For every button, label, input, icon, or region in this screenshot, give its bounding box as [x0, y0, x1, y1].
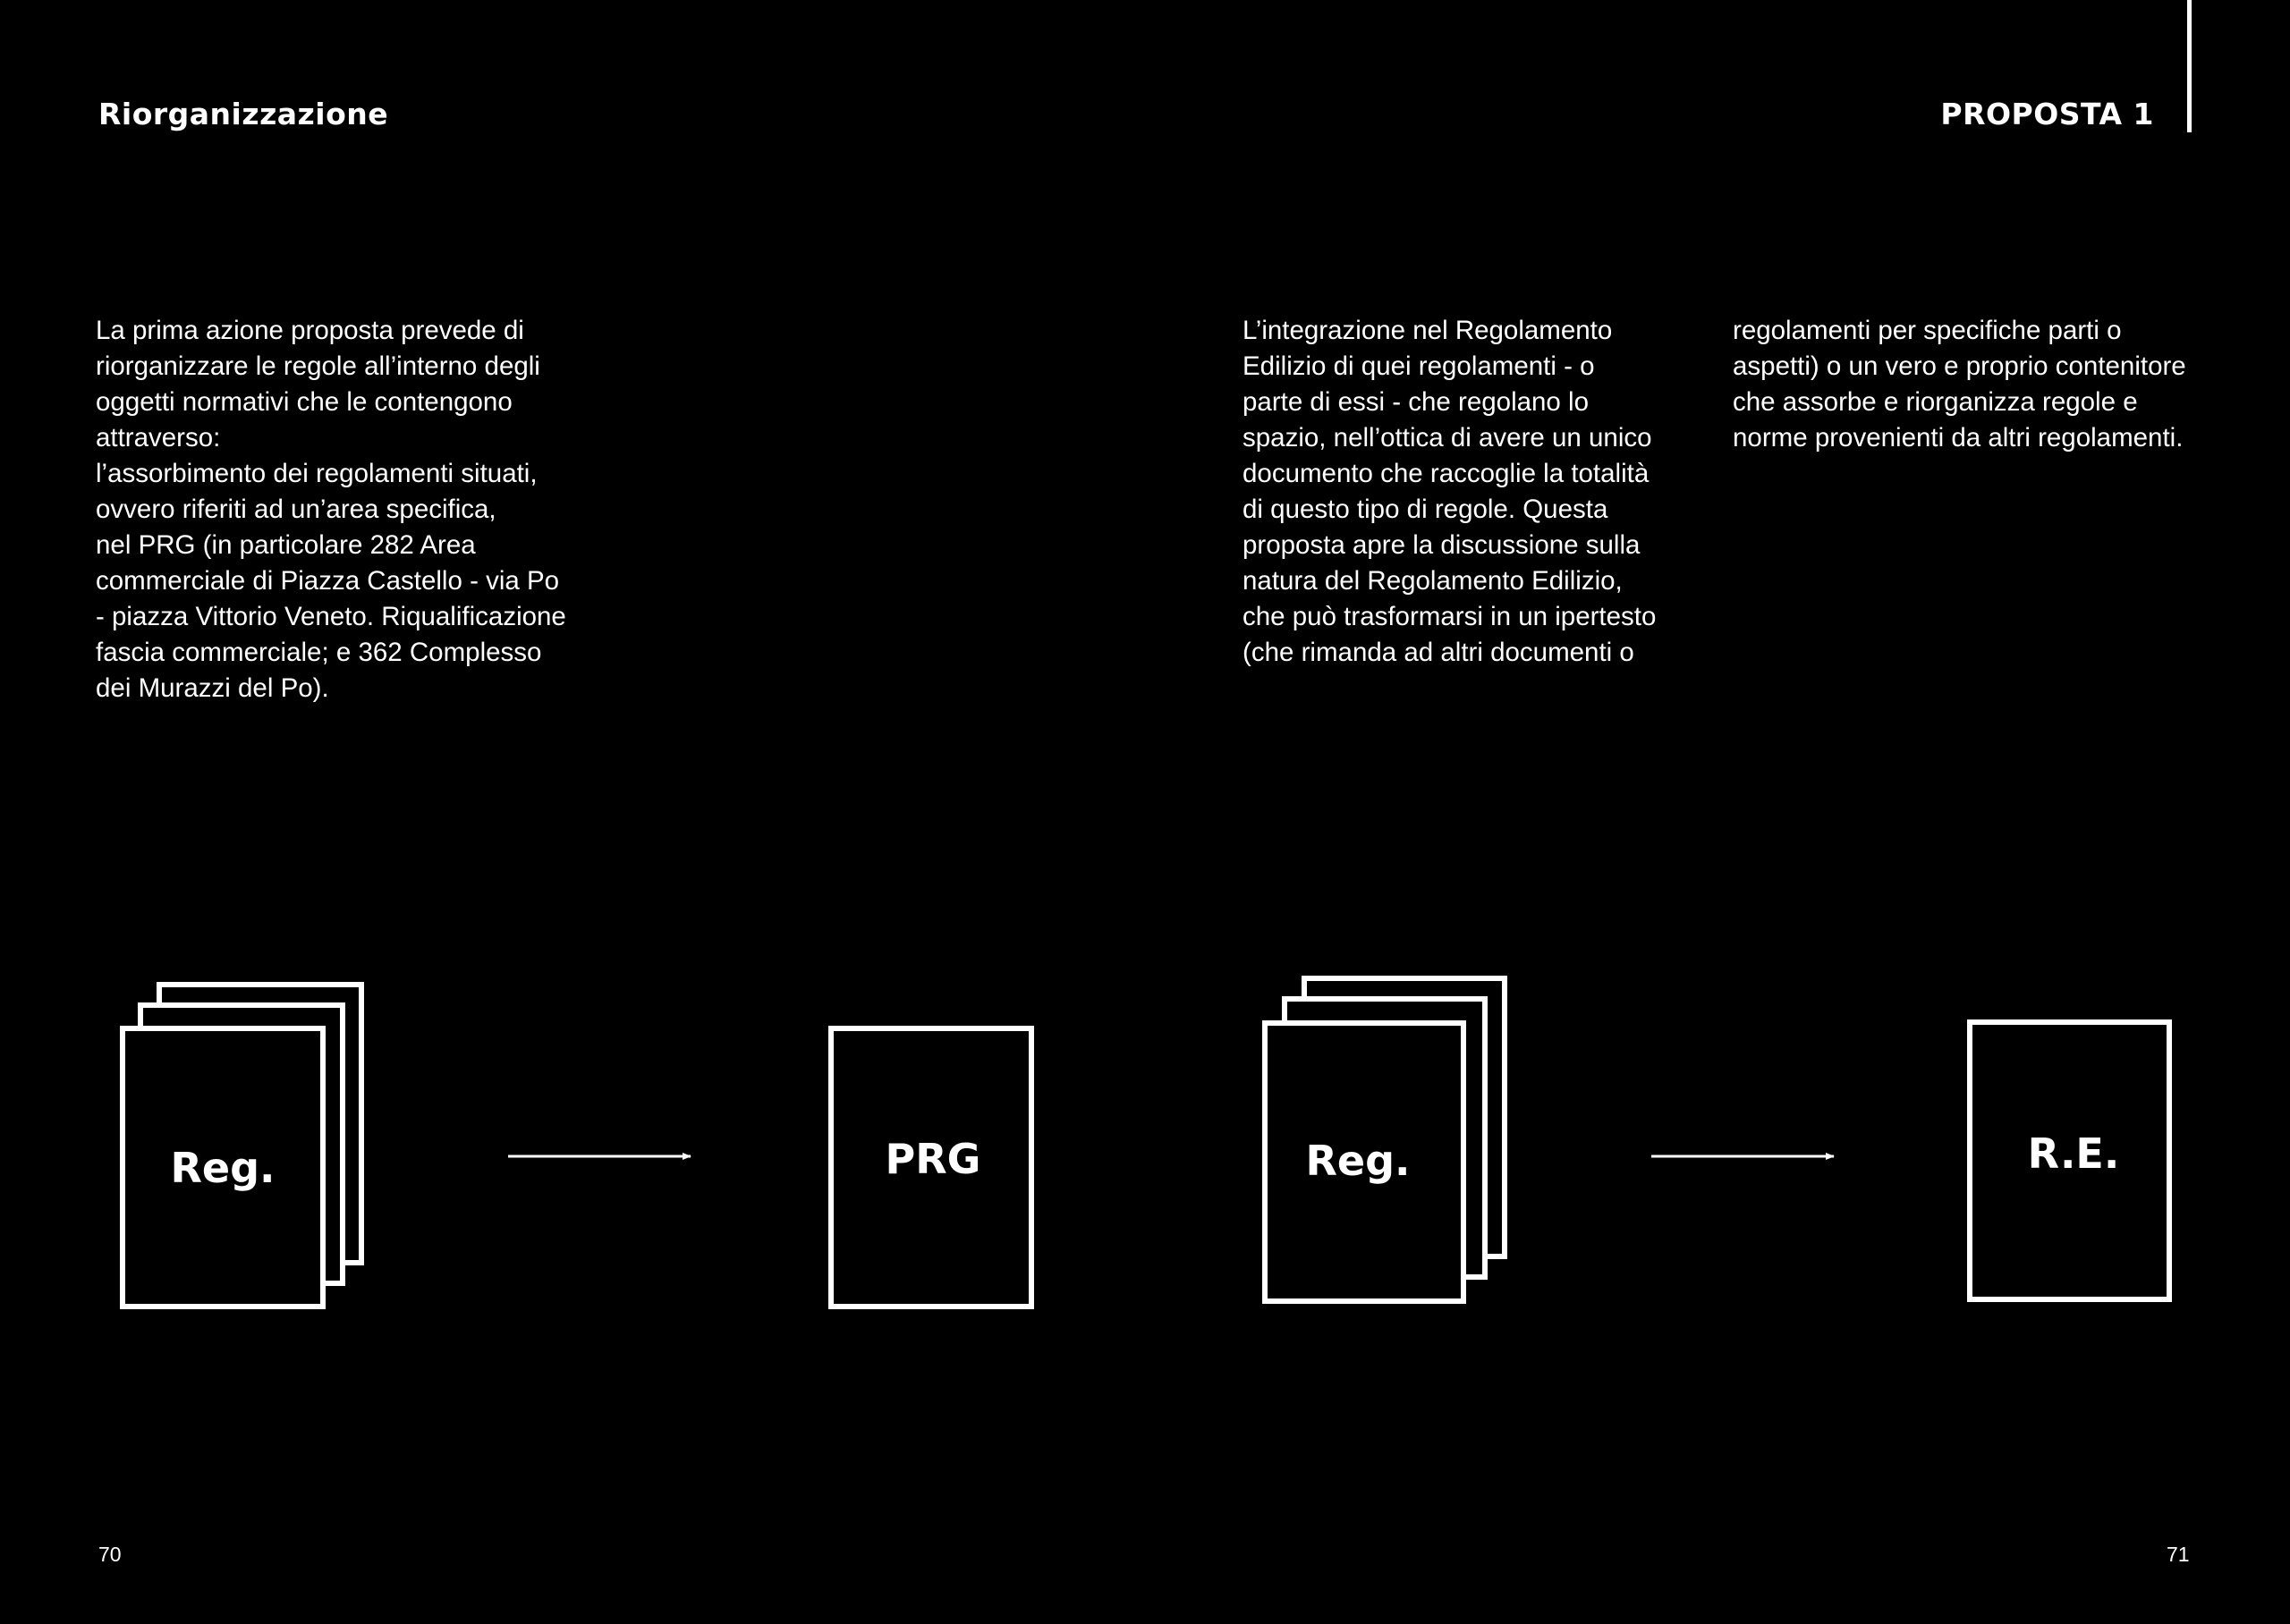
prg-document: [831, 1028, 1031, 1307]
text-line: aspetti) o un vero e proprio contenitore: [1733, 351, 2186, 381]
text-line: nel PRG (in particolare 282 Area: [96, 530, 476, 560]
proposal-label: PROPOSTA 1: [1940, 97, 2154, 131]
text-line: di questo tipo di regole. Questa: [1243, 495, 1608, 524]
text-line: proposta apre la discussione sulla: [1243, 530, 1641, 560]
regulations-label-right: Reg.: [1305, 1137, 1411, 1185]
prg-label: PRG: [885, 1135, 981, 1183]
text-line: che può trasformarsi in un ipertesto: [1243, 602, 1657, 631]
text-line: La prima azione proposta prevede di: [96, 316, 524, 345]
regulations-label-left: Reg.: [170, 1144, 276, 1192]
text-line: attraverso:: [96, 423, 221, 453]
text-line: Edilizio di quei regolamenti - o: [1243, 351, 1595, 381]
text-line: - piazza Vittorio Veneto. Riqualificazione: [96, 602, 566, 631]
regulations-stack-left: [123, 985, 361, 1307]
text-line: fascia commerciale; e 362 Complesso: [96, 638, 542, 667]
text-line: commerciale di Piazza Castello - via Po: [96, 566, 560, 596]
text-line: parte di essi - che regolano lo: [1243, 387, 1590, 417]
page-number-left: 70: [98, 1543, 122, 1566]
regulations-stack-right: [1265, 978, 1505, 1301]
text-line: spazio, nell’ottica di avere un unico: [1243, 423, 1652, 453]
text-line: (che rimanda ad altri documenti o: [1243, 638, 1634, 667]
text-line: natura del Regolamento Edilizio,: [1243, 566, 1623, 596]
text-line: ovvero riferiti ad un’area specifica,: [96, 495, 496, 524]
text-line: L’integrazione nel Regolamento: [1243, 316, 1613, 345]
section-title: Riorganizzazione: [98, 97, 389, 131]
text-line: riorganizzare le regole all’interno degli: [96, 351, 540, 381]
text-line: norme provenienti da altri regolamenti.: [1733, 423, 2184, 453]
re-document: [1970, 1022, 2169, 1299]
text-line: dei Murazzi del Po).: [96, 673, 329, 703]
re-label: R.E.: [2027, 1129, 2120, 1178]
text-line: oggetti normativi che le contengono: [96, 387, 513, 417]
page-number-right: 71: [2167, 1543, 2190, 1566]
text-line: l’assorbimento dei regolamenti situati,: [96, 459, 538, 488]
text-line: che assorbe e riorganizza regole e: [1733, 387, 2138, 417]
text-line: documento che raccoglie la totalità: [1243, 459, 1650, 488]
text-line: regolamenti per specifiche parti o: [1733, 316, 2122, 345]
